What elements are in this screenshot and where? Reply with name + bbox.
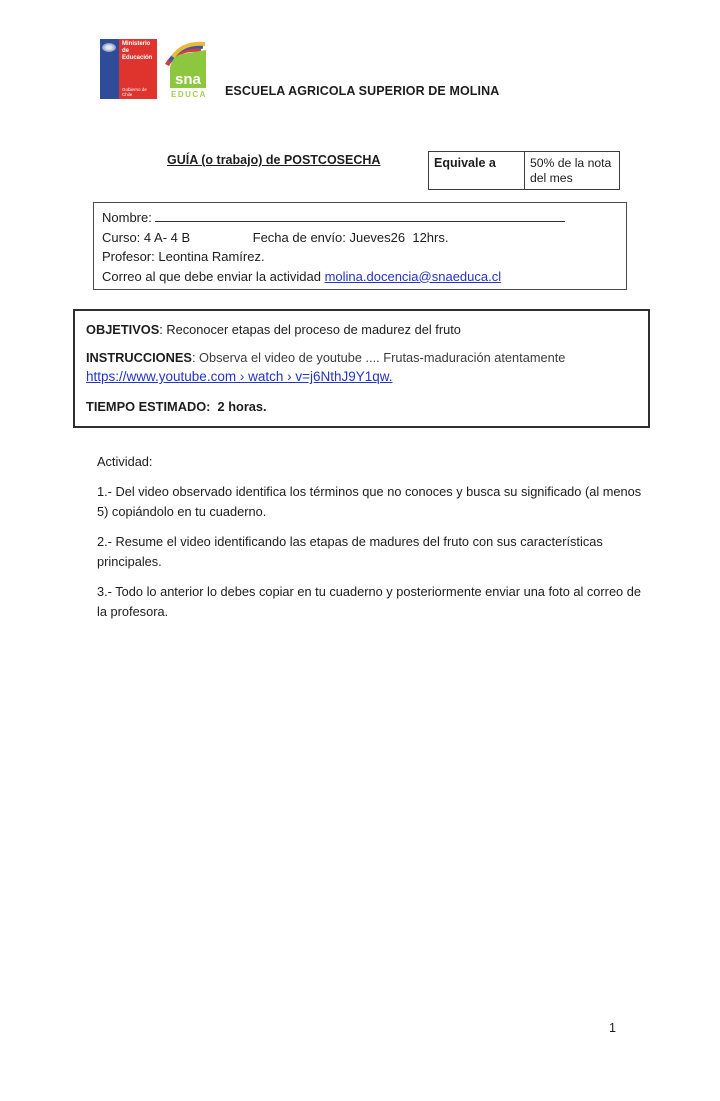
instrucciones-text: : Observa el video de youtube .... Frutas-maduración atentamente <box>191 350 566 365</box>
sna-educa-label: EDUCA <box>171 90 207 99</box>
ministry-logo-red-band <box>119 39 157 99</box>
objectives-box <box>73 309 650 428</box>
nombre-label: Nombre: <box>102 210 152 225</box>
school-title: ESCUELA AGRICOLA SUPERIOR DE MOLINA <box>225 84 500 98</box>
objetivos-line <box>86 321 637 339</box>
objetivos-text: : Reconocer etapas del proceso de madurez del fruto <box>159 322 461 337</box>
email-link[interactable]: molina.docencia@snaeduca.cl <box>324 268 502 284</box>
page-number: 1 <box>609 1021 616 1035</box>
coat-of-arms-icon <box>102 43 116 52</box>
ministry-footer-label: Gobierno de Chile <box>122 87 147 97</box>
fecha-envio-label: Fecha de envío: Jueves26 12hrs. <box>252 229 449 245</box>
equivalence-label-cell: Equivale a <box>429 152 525 189</box>
profesor-line: Profesor: Leontina Ramírez. <box>102 249 265 264</box>
guide-heading: GUÍA (o trabajo) de POSTCOSECHA <box>167 153 381 167</box>
activity-section <box>97 452 645 632</box>
correo-line <box>102 267 618 287</box>
youtube-link[interactable]: https://www.youtube.com › watch › v=j6NthJ9Y1qw. <box>86 369 393 384</box>
activity-item-1: 1.- Del video observado identifica los términos que no conoces y busca su significado (al menos 5) copiándolo en tu cuaderno. <box>97 484 642 519</box>
ministry-name-label: Ministerio de Educación <box>122 41 153 61</box>
sna-acronym-label: sna <box>175 71 201 88</box>
video-link-line <box>86 368 637 386</box>
student-info-box <box>93 202 627 290</box>
activity-heading: Actividad: <box>97 454 153 469</box>
curso-label: Curso: 4 A- 4 B <box>102 229 191 245</box>
objetivos-label: OBJETIVOS <box>86 322 160 337</box>
equivalence-table <box>428 151 620 190</box>
tiempo-estimado-line: TIEMPO ESTIMADO: 2 horas. <box>86 399 267 414</box>
activity-item-3: 3.- Todo lo anterior lo debes copiar en tu cuaderno y posteriormente enviar una foto al correo de la profesora. <box>97 584 641 619</box>
sna-educa-logo <box>162 38 214 102</box>
nombre-blank-line <box>155 208 565 222</box>
correo-text: Correo al que debe enviar la actividad <box>102 268 321 284</box>
nombre-line <box>102 208 618 228</box>
ministry-of-education-logo <box>100 39 157 99</box>
activity-item-2: 2.- Resume el video identificando las etapas de madures del fruto con sus características principales. <box>97 534 603 569</box>
curso-fecha-line <box>102 228 618 248</box>
ministry-logo-blue-band <box>100 39 119 99</box>
instrucciones-line <box>86 349 637 367</box>
instrucciones-label: INSTRUCCIONES <box>86 350 192 365</box>
equivalence-value-cell: 50% de la nota del mes <box>530 156 612 185</box>
